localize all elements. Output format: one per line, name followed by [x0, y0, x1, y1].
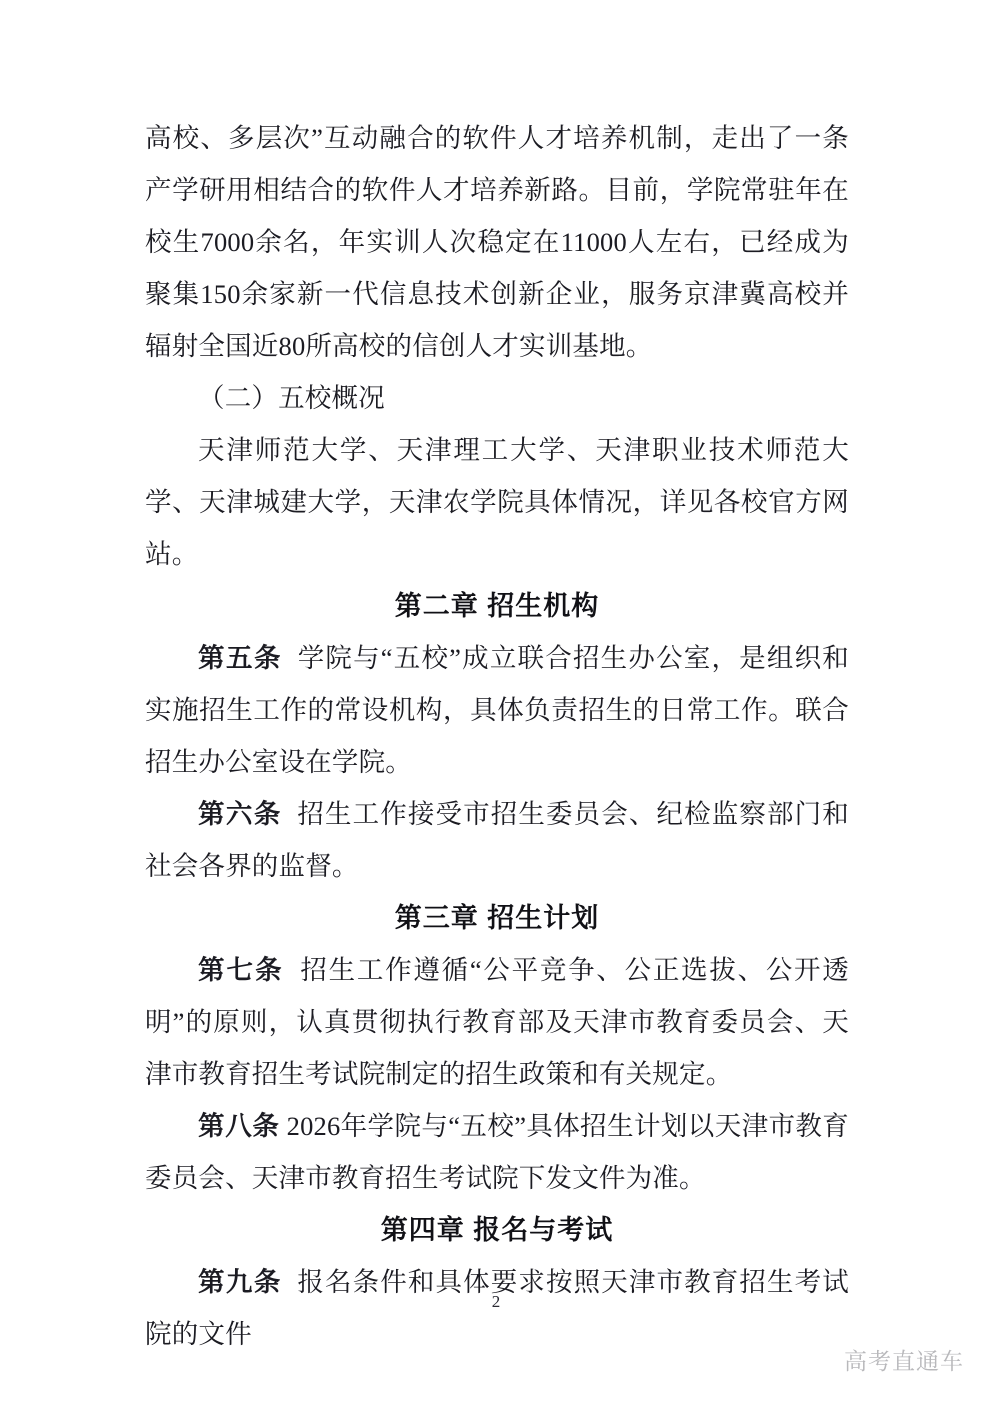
article-eight-label: 第八条: [198, 1111, 280, 1141]
page-number: 2: [491, 1292, 501, 1311]
article-five: [145, 632, 849, 788]
article-six-label: 第六条: [198, 799, 282, 829]
article-seven-text: 招生工作遵循“公平竞争、公正选拔、公开透明”的原则，认真贯彻执行教育部及天津市教育委员会、天津市教育招生考试院制定的招生政策和有关规定。: [145, 955, 850, 1089]
watermark: 高考直通车: [844, 1348, 964, 1374]
chapter-heading-three: 第三章 招生计划: [394, 903, 600, 933]
article-eight: [145, 1100, 849, 1204]
article-nine-text: 报名条件和具体要求按照天津市教育招生考试院的文件: [145, 1267, 850, 1349]
paragraph-intro-continued: 高校、多层次”互动融合的软件人才培养机制，走出了一条产学研用相结合的软件人才培养新路。目前，学院常驻年在校生7000余名，年实训人次稳定在11000人左右，已经成为聚集150余家新一代信息技术创新企业，服务京津冀高校并辐射全国近80所高校的信创人才实训基地。: [145, 123, 849, 361]
article-eight-text: 2026年学院与“五校”具体招生计划以天津市教育委员会、天津市教育招生考试院下发文件为准。: [145, 1111, 850, 1193]
article-six: [145, 788, 849, 892]
chapter-heading-four: 第四章 报名与考试: [380, 1215, 614, 1245]
page-content: [145, 112, 849, 1360]
heading-section-two-overview: （二）五校概况: [198, 383, 385, 413]
article-six-text: 招生工作接受市招生委员会、纪检监察部门和社会各界的监督。: [145, 799, 850, 881]
chapter-heading-two: 第二章 招生机构: [394, 591, 600, 621]
article-nine-label: 第九条: [198, 1267, 282, 1297]
paragraph-five-schools: 天津师范大学、天津理工大学、天津职业技术师范大学、天津城建大学，天津农学院具体情况，详见各校官方网站。: [145, 435, 849, 569]
article-five-text: 学院与“五校”成立联合招生办公室，是组织和实施招生工作的常设机构，具体负责招生的日常工作。联合招生办公室设在学院。: [145, 643, 849, 777]
article-seven: [145, 944, 849, 1100]
article-five-label: 第五条: [198, 643, 283, 673]
article-seven-label: 第七条: [198, 955, 284, 985]
